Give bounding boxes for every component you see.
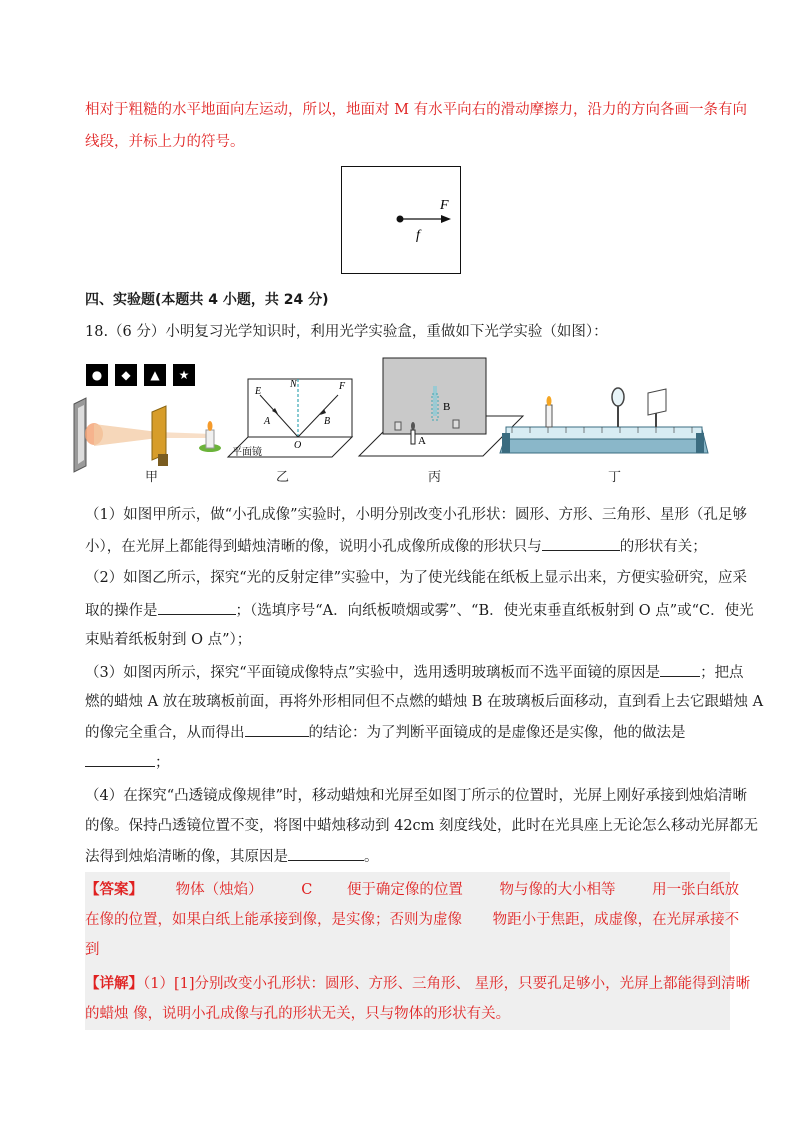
answer-5a: 用一张白纸放 xyxy=(652,882,740,898)
star-shape-icon: ★ xyxy=(173,364,195,386)
part3-post: ；把点 xyxy=(700,665,744,681)
label-B-bing: B xyxy=(443,401,451,413)
label-B-yi: B xyxy=(324,416,331,427)
caption-bing: 丙 xyxy=(428,470,442,485)
force-arrowhead xyxy=(441,215,451,223)
part2-line-b xyxy=(85,600,754,621)
label-f: f xyxy=(416,228,420,243)
label-E: E xyxy=(255,386,262,397)
answer-blank-5[interactable] xyxy=(85,752,155,767)
intro-line-2: 线段，并标上力的符号。 xyxy=(85,134,245,150)
square-shape-icon: ◆ xyxy=(115,364,137,386)
answer-4: 物与像的大小相等 xyxy=(499,882,616,898)
answer-blank-6[interactable] xyxy=(288,846,364,861)
answer-6b: 到 xyxy=(85,942,100,958)
answer-3: 便于确定像的位置 xyxy=(346,882,463,898)
part3-pre: （3）如图丙所示，探究“平面镜成像特点”实验中，选用透明玻璃板而不选平面镜的原因是 xyxy=(85,665,661,681)
circle-shape-icon: ● xyxy=(86,364,108,386)
part4-pre: 法得到烛焰清晰的像，其原因是 xyxy=(85,849,288,865)
figure-yi-reflection xyxy=(226,377,356,459)
label-A-bing: A xyxy=(418,435,426,447)
figure-ding-optical-bench xyxy=(498,387,710,459)
label-F-yi: F xyxy=(339,381,346,392)
label-F: F xyxy=(440,198,449,213)
part1-pre: 小），在光屏上都能得到蜡烛清晰的像，说明小孔成像所成像的形状只与 xyxy=(85,539,542,555)
triangle-shape-icon: ▲ xyxy=(144,364,166,386)
label-O: O xyxy=(294,440,302,451)
part1-line-a: （1）如图甲所示，做“小孔成像”实验时，小明分别改变小孔形状：圆形、方形、三角形、星形（孔足够 xyxy=(85,507,748,523)
caption-jia: 甲 xyxy=(145,470,159,485)
caption-ding: 丁 xyxy=(608,470,622,485)
answer-line-2 xyxy=(85,910,739,930)
part1-line-b xyxy=(85,536,707,557)
intro-line-1: 相对于粗糙的水平地面向左运动，所以，地面对 M 有水平向右的滑动摩擦力，沿力的方向各画一条有向 xyxy=(85,102,748,118)
question-stem: 18.（6 分）小明复习光学知识时，利用光学实验盒，重做如下光学实验（如图）： xyxy=(85,324,608,340)
part3-c-pre: 的像完全重合，从而得出 xyxy=(85,725,245,741)
answer-blank-3[interactable] xyxy=(660,662,700,677)
part3-line-c xyxy=(85,722,686,743)
part4-line-c xyxy=(85,846,379,867)
section-title: 四、实验题(本题共 4 小题，共 24 分) xyxy=(85,292,329,308)
figure-jia-pinhole xyxy=(72,394,232,474)
answer-2: C xyxy=(301,882,313,898)
answer-5b: 在像的位置，如果白纸上能承接到像，是实像；否则为虚像 xyxy=(85,912,462,928)
part2-pre: 取的操作是 xyxy=(85,603,158,619)
answer-tag: 【答案】 xyxy=(85,881,143,898)
part3-line-a xyxy=(85,662,744,683)
part4-line-b: 的像。保持凸透镜位置不变，将图中蜡烛移动到 42cm 刻度线处，此时在光具座上无论怎么移动光屏都无 xyxy=(85,818,759,834)
answer-blank-1[interactable] xyxy=(542,536,620,551)
part3-line-b: 燃的蜡烛 A 放在玻璃板前面，再将外形相同但不点燃的蜡烛 B 在玻璃板后面移动，直到看上去它跟蜡烛 A xyxy=(85,694,764,710)
label-mirror: 平面镜 xyxy=(232,447,262,458)
caption-yi: 乙 xyxy=(276,470,290,485)
detail-a: （1）[1]分别改变小孔形状：圆形、方形、三角形、 星形，只要孔足够小，光屏上都能得到清晰 xyxy=(143,976,751,992)
part4-line-a: （4）在探究“凸透镜成像规律”时，移动蜡烛和光屏至如图丁所示的位置时，光屏上刚好承接到烛焰清晰 xyxy=(85,788,748,804)
force-diagram xyxy=(341,166,461,274)
answer-line-1 xyxy=(85,880,739,900)
answer-6a: 物距小于焦距，成虚像，在光屏承接不 xyxy=(492,912,740,928)
detail-tag: 【详解】 xyxy=(85,975,143,992)
detail-line-1 xyxy=(85,974,750,994)
part3-c-post: 的结论：为了判断平面镜成的是虚像还是实像，他的做法是 xyxy=(308,725,686,741)
hole-shapes xyxy=(86,364,202,386)
part1-post: 的形状有关； xyxy=(619,539,707,555)
part4-post: 。 xyxy=(364,849,379,865)
label-A-yi: A xyxy=(264,416,271,427)
detail-line-2: 的蜡烛 像，说明小孔成像与孔的形状无关，只与物体的形状有关。 xyxy=(85,1006,511,1022)
answer-1: 物体（烛焰） xyxy=(175,882,263,898)
answer-blank-2[interactable] xyxy=(158,600,236,615)
part3-d-post: ； xyxy=(155,755,170,771)
label-N: N xyxy=(290,379,297,390)
part2-line-a: （2）如图乙所示，探究“光的反射定律”实验中，为了使光线能在纸板上显示出来，方便实验研究，应采 xyxy=(85,570,748,586)
part2-line-c: 束贴着纸板射到 O 点”）； xyxy=(85,632,252,648)
part2-post: ；（选填序号“A．向纸板喷烟或雾”、“B．使光束垂直纸板射到 O 点”或“C．使光 xyxy=(235,603,754,619)
part3-line-d xyxy=(85,752,170,773)
answer-blank-4[interactable] xyxy=(245,722,309,737)
